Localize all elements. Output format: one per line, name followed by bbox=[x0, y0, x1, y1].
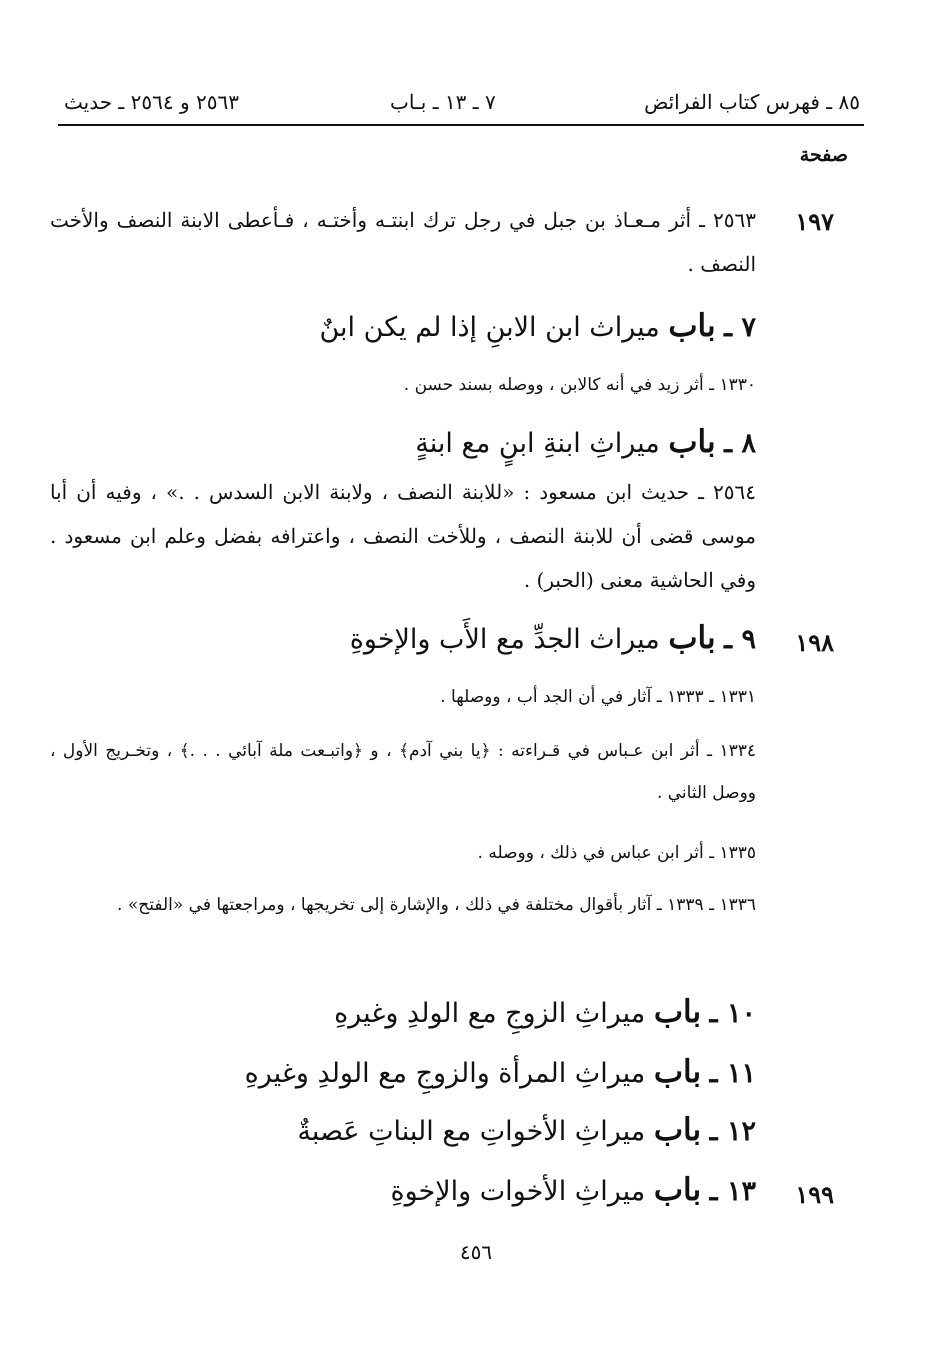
entry-1336: ١٣٣٦ ـ ١٣٣٩ ـ آثار بأقوال مختلفة في ذلك ، والإشارة إلى تخريجها ، ومراجعتها في «الفتح» . bbox=[117, 895, 756, 915]
chapter-heading-12 bbox=[297, 1112, 756, 1148]
chapter-heading-11 bbox=[245, 1054, 756, 1090]
running-header-hadith-range: ٢٥٦٣ و ٢٥٦٤ ـ حديث bbox=[64, 90, 239, 114]
chapter-title: ميراث الجدِّ مع الأَب والإخوةِ bbox=[349, 624, 660, 655]
running-header-chapters: ٧ ـ ١٣ ـ بـاب bbox=[390, 90, 496, 114]
header-rule bbox=[58, 124, 864, 126]
page-folio-number: ٤٥٦ bbox=[459, 1240, 493, 1264]
chapter-number: ١٠ ـ bbox=[709, 998, 756, 1029]
chapter-keyword: باب bbox=[653, 1112, 702, 1148]
chapter-number: ١٢ ـ bbox=[709, 1116, 756, 1147]
entry-1331: ١٣٣١ ـ ١٣٣٣ ـ آثار في أن الجد أب ، ووصلها . bbox=[440, 687, 756, 707]
margin-page-number: ١٩٩ bbox=[795, 1180, 834, 1209]
page-column-label: صفحة bbox=[799, 144, 848, 166]
chapter-keyword: باب bbox=[668, 620, 716, 656]
chapter-number: ٧ ـ bbox=[724, 312, 756, 343]
chapter-keyword: باب bbox=[668, 308, 716, 344]
chapter-heading-7 bbox=[319, 308, 756, 344]
entry-1335: ١٣٣٥ ـ أثر ابن عباس في ذلك ، ووصله . bbox=[477, 843, 756, 863]
chapter-heading-13 bbox=[390, 1172, 756, 1208]
chapter-heading-9 bbox=[350, 620, 756, 656]
chapter-number: ١٣ ـ bbox=[709, 1176, 756, 1207]
chapter-number: ٨ ـ bbox=[724, 428, 756, 459]
chapter-keyword: باب bbox=[653, 994, 702, 1030]
chapter-title: ميراث ابن الابنِ إذا لم يكن ابنٌ bbox=[319, 312, 660, 343]
entry-2563: ٢٥٦٣ ـ أثر مـعـاذ بن جبل في رجل ترك ابنتـه وأختـه ، فـأعطى الابنة النصف والأخت النصف . bbox=[50, 208, 756, 276]
chapter-keyword: باب bbox=[653, 1054, 702, 1090]
chapter-number: ١١ ـ bbox=[709, 1058, 756, 1089]
chapter-heading-10 bbox=[334, 994, 756, 1030]
chapter-title: ميراثِ الأخواتِ مع البناتِ عَصبةٌ bbox=[297, 1116, 646, 1147]
entry-1330: ١٣٣٠ ـ أثر زيد في أنه كالابن ، ووصله بسند حسن . bbox=[403, 375, 756, 395]
margin-page-number: ١٩٨ bbox=[795, 628, 834, 657]
chapter-title: ميراثِ الزوجِ مع الولدِ وغيرهِ bbox=[334, 998, 646, 1029]
chapter-title: ميراثِ المرأة والزوجِ مع الولدِ وغيرهِ bbox=[244, 1058, 646, 1089]
chapter-keyword: باب bbox=[653, 1172, 702, 1208]
chapter-keyword: باب bbox=[668, 424, 716, 460]
chapter-title: ميراثِ ابنةِ ابنٍ مع ابنةٍ bbox=[415, 428, 660, 459]
entry-2564: ٢٥٦٤ ـ حديث ابن مسعود : «للابنة النصف ، ولابنة الابن السدس . .» ، وفيه أن أبا موسى قضى أن للابنة النصف ، وللأخت النصف ، واعترافه بفضل وعلم ابن مسعود . وفي الحاشية معنى (الحبر) . bbox=[50, 480, 756, 592]
chapter-heading-8 bbox=[415, 424, 756, 460]
running-header-title: ٨٥ ـ فهرس كتاب الفرائض bbox=[644, 90, 860, 114]
margin-page-number: ١٩٧ bbox=[795, 207, 834, 236]
entry-1334: ١٣٣٤ ـ أثر ابن عـباس في قـراءته : ﴿يا بني آدم﴾ ، و ﴿واتبـعت ملة آبائي . . .﴾ ، وتخـريج الأول ، ووصل الثاني . bbox=[50, 741, 756, 803]
chapter-title: ميراثِ الأخوات والإخوةِ bbox=[390, 1176, 646, 1207]
chapter-number: ٩ ـ bbox=[724, 624, 756, 655]
